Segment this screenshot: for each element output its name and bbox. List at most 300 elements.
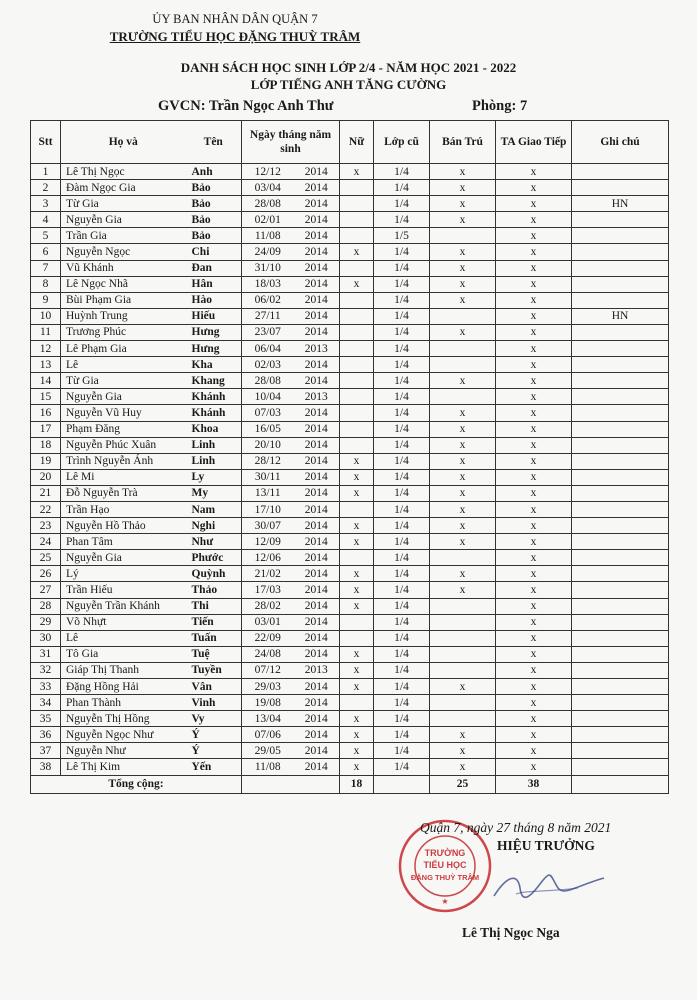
- row-nam: 2014: [294, 180, 340, 196]
- row-ngay: 12/06: [242, 550, 294, 566]
- row-ten: Bảo: [186, 228, 242, 244]
- row-ten: Hân: [186, 276, 242, 292]
- row-ngay: 13/11: [242, 485, 294, 501]
- row-ho: Nguyễn Như: [61, 743, 186, 759]
- table-row: [31, 711, 669, 727]
- row-ho: Nguyễn Phúc Xuân: [61, 437, 186, 453]
- row-lop-cu: 1/4: [374, 389, 430, 405]
- row-ban-tru: x: [430, 469, 496, 485]
- row-stt: 19: [31, 453, 61, 469]
- row-ta: x: [496, 276, 572, 292]
- row-ngay: 06/02: [242, 292, 294, 308]
- row-ten: Hưng: [186, 324, 242, 340]
- row-ten: My: [186, 485, 242, 501]
- row-ban-tru: [430, 357, 496, 373]
- row-ta: x: [496, 324, 572, 340]
- row-nu: [340, 437, 374, 453]
- row-nam: 2014: [294, 711, 340, 727]
- col-nu: Nữ: [340, 121, 374, 164]
- row-nam: 2014: [294, 405, 340, 421]
- row-ten: Bảo: [186, 212, 242, 228]
- row-ghi-chu: [572, 662, 669, 678]
- table-row: [31, 260, 669, 276]
- row-lop-cu: 1/4: [374, 324, 430, 340]
- row-ho: Trương Phúc: [61, 324, 186, 340]
- row-nam: 2014: [294, 196, 340, 212]
- row-nam: 2014: [294, 550, 340, 566]
- row-ngay: 17/10: [242, 501, 294, 517]
- row-stt: 15: [31, 389, 61, 405]
- row-ghi-chu: [572, 341, 669, 357]
- row-nu: x: [340, 453, 374, 469]
- signature-name: Lê Thị Ngọc Nga: [462, 925, 560, 940]
- row-ngay: 28/12: [242, 453, 294, 469]
- signature-place-date: Quận 7, ngày 27 tháng 8 năm 2021: [420, 820, 612, 835]
- row-stt: 3: [31, 196, 61, 212]
- row-nu: [340, 212, 374, 228]
- row-nu: [340, 373, 374, 389]
- row-nam: 2014: [294, 582, 340, 598]
- row-stt: 35: [31, 711, 61, 727]
- row-lop-cu: 1/4: [374, 743, 430, 759]
- row-ghi-chu: [572, 614, 669, 630]
- row-stt: 18: [31, 437, 61, 453]
- row-ban-tru: x: [430, 180, 496, 196]
- row-ghi-chu: [572, 164, 669, 180]
- document-subtitle: LỚP TIẾNG ANH TĂNG CƯỜNG: [250, 77, 447, 92]
- row-ghi-chu: [572, 453, 669, 469]
- row-ho: Nguyễn Vũ Huy: [61, 405, 186, 421]
- row-ban-tru: x: [430, 373, 496, 389]
- row-ten: Ý: [186, 727, 242, 743]
- row-nam: 2014: [294, 534, 340, 550]
- row-nu: x: [340, 534, 374, 550]
- row-stt: 23: [31, 518, 61, 534]
- row-lop-cu: 1/4: [374, 244, 430, 260]
- row-nu: [340, 695, 374, 711]
- row-ngay: 12/12: [242, 164, 294, 180]
- row-ngay: 13/04: [242, 711, 294, 727]
- row-ban-tru: x: [430, 534, 496, 550]
- row-ghi-chu: [572, 228, 669, 244]
- row-nu: x: [340, 164, 374, 180]
- table-row: [31, 341, 669, 357]
- row-ghi-chu: [572, 292, 669, 308]
- row-nu: [340, 292, 374, 308]
- row-ban-tru: x: [430, 212, 496, 228]
- row-nam: 2014: [294, 292, 340, 308]
- row-stt: 20: [31, 469, 61, 485]
- row-ban-tru: x: [430, 743, 496, 759]
- row-ho: Lê Thị Ngọc: [61, 164, 186, 180]
- row-ho: Trần Gia: [61, 228, 186, 244]
- row-nam: 2014: [294, 646, 340, 662]
- row-ten: Đan: [186, 260, 242, 276]
- row-ban-tru: x: [430, 501, 496, 517]
- row-ta: x: [496, 357, 572, 373]
- row-nam: 2014: [294, 276, 340, 292]
- row-lop-cu: 1/4: [374, 534, 430, 550]
- row-stt: 2: [31, 180, 61, 196]
- row-ta: x: [496, 646, 572, 662]
- row-nam: 2014: [294, 630, 340, 646]
- row-ho: Phạm Đăng: [61, 421, 186, 437]
- row-nu: [340, 614, 374, 630]
- row-ta: x: [496, 212, 572, 228]
- row-ho: Lê Mi: [61, 469, 186, 485]
- row-stt: 13: [31, 357, 61, 373]
- row-nu: x: [340, 598, 374, 614]
- row-ten: Khang: [186, 373, 242, 389]
- row-ghi-chu: [572, 679, 669, 695]
- row-nam: 2014: [294, 453, 340, 469]
- row-ghi-chu: [572, 630, 669, 646]
- row-nam: 2014: [294, 244, 340, 260]
- row-stt: 28: [31, 598, 61, 614]
- row-stt: 36: [31, 727, 61, 743]
- svg-text:TIỂU HỌC: TIỂU HỌC: [423, 860, 467, 870]
- row-ban-tru: [430, 228, 496, 244]
- table-row: [31, 196, 669, 212]
- col-ghi-chu: Ghi chú: [572, 121, 669, 164]
- row-lop-cu: 1/4: [374, 292, 430, 308]
- table-row: [31, 582, 669, 598]
- row-nam: 2014: [294, 373, 340, 389]
- row-ban-tru: x: [430, 292, 496, 308]
- row-ta: x: [496, 405, 572, 421]
- row-lop-cu: 1/4: [374, 373, 430, 389]
- row-ngay: 03/04: [242, 180, 294, 196]
- row-ghi-chu: [572, 485, 669, 501]
- row-ta: x: [496, 630, 572, 646]
- table-header-row: [31, 121, 669, 164]
- row-stt: 14: [31, 373, 61, 389]
- table-row: [31, 695, 669, 711]
- row-ten: Anh: [186, 164, 242, 180]
- row-lop-cu: 1/5: [374, 228, 430, 244]
- row-ten: Yến: [186, 759, 242, 775]
- table-row: [31, 662, 669, 678]
- row-ten: Như: [186, 534, 242, 550]
- table-row: [31, 743, 669, 759]
- row-ho: Trần Hạo: [61, 501, 186, 517]
- row-ghi-chu: [572, 276, 669, 292]
- row-ghi-chu: [572, 550, 669, 566]
- row-nu: [340, 308, 374, 324]
- totals-label: Tổng cộng:: [31, 775, 242, 793]
- row-stt: 31: [31, 646, 61, 662]
- table-row: [31, 389, 669, 405]
- row-ghi-chu: [572, 646, 669, 662]
- row-ngay: 30/11: [242, 469, 294, 485]
- row-ten: Chi: [186, 244, 242, 260]
- row-ghi-chu: [572, 357, 669, 373]
- table-row: [31, 276, 669, 292]
- row-nam: 2013: [294, 389, 340, 405]
- row-ngay: 11/08: [242, 228, 294, 244]
- row-ten: Tiến: [186, 614, 242, 630]
- row-ho: Nguyễn Trần Khánh: [61, 598, 186, 614]
- row-ten: Tuyền: [186, 662, 242, 678]
- row-ho: Lê: [61, 630, 186, 646]
- row-ho: Đàm Ngọc Gia: [61, 180, 186, 196]
- row-ten: Quỳnh: [186, 566, 242, 582]
- row-ten: Thảo: [186, 582, 242, 598]
- row-ban-tru: x: [430, 759, 496, 775]
- table-row: [31, 727, 669, 743]
- row-stt: 4: [31, 212, 61, 228]
- totals-empty: [294, 775, 340, 793]
- row-ta: x: [496, 292, 572, 308]
- row-ban-tru: x: [430, 421, 496, 437]
- row-lop-cu: 1/4: [374, 566, 430, 582]
- row-ho: Lý: [61, 566, 186, 582]
- row-ten: Tuấn: [186, 630, 242, 646]
- row-ghi-chu: [572, 421, 669, 437]
- row-ghi-chu: [572, 324, 669, 340]
- row-ghi-chu: [572, 598, 669, 614]
- row-ngay: 23/07: [242, 324, 294, 340]
- row-ta: x: [496, 598, 572, 614]
- table-row: [31, 308, 669, 324]
- table-row: [31, 630, 669, 646]
- table-row: [31, 228, 669, 244]
- row-lop-cu: 1/4: [374, 662, 430, 678]
- row-ten: Kha: [186, 357, 242, 373]
- row-ta: x: [496, 308, 572, 324]
- row-ten: Ý: [186, 743, 242, 759]
- row-ten: Hiếu: [186, 308, 242, 324]
- row-ho: Phan Tâm: [61, 534, 186, 550]
- row-lop-cu: 1/4: [374, 550, 430, 566]
- row-stt: 21: [31, 485, 61, 501]
- row-nam: 2014: [294, 598, 340, 614]
- row-nam: 2014: [294, 324, 340, 340]
- row-nam: 2014: [294, 566, 340, 582]
- row-ten: Nam: [186, 501, 242, 517]
- row-stt: 26: [31, 566, 61, 582]
- row-ban-tru: [430, 598, 496, 614]
- row-nam: 2014: [294, 743, 340, 759]
- row-lop-cu: 1/4: [374, 260, 430, 276]
- row-ten: Linh: [186, 437, 242, 453]
- totals-row: [31, 775, 669, 793]
- row-stt: 37: [31, 743, 61, 759]
- row-ngay: 28/08: [242, 373, 294, 389]
- row-lop-cu: 1/4: [374, 711, 430, 727]
- row-ten: Phước: [186, 550, 242, 566]
- row-stt: 12: [31, 341, 61, 357]
- row-stt: 24: [31, 534, 61, 550]
- row-ta: x: [496, 759, 572, 775]
- row-ho: Đỗ Nguyễn Trà: [61, 485, 186, 501]
- row-stt: 27: [31, 582, 61, 598]
- row-ho: Từ Gia: [61, 373, 186, 389]
- col-stt: Stt: [31, 121, 61, 164]
- row-ngay: 16/05: [242, 421, 294, 437]
- row-ta: x: [496, 679, 572, 695]
- row-ten: Thi: [186, 598, 242, 614]
- row-ten: Khánh: [186, 405, 242, 421]
- row-nam: 2014: [294, 485, 340, 501]
- row-ban-tru: [430, 308, 496, 324]
- row-nu: x: [340, 679, 374, 695]
- row-ban-tru: x: [430, 582, 496, 598]
- row-stt: 34: [31, 695, 61, 711]
- row-ghi-chu: [572, 711, 669, 727]
- row-ngay: 21/02: [242, 566, 294, 582]
- row-ta: x: [496, 228, 572, 244]
- table-row: [31, 164, 669, 180]
- row-stt: 25: [31, 550, 61, 566]
- row-ghi-chu: [572, 534, 669, 550]
- row-nam: 2014: [294, 518, 340, 534]
- row-nu: [340, 180, 374, 196]
- row-nu: x: [340, 711, 374, 727]
- row-ghi-chu: [572, 759, 669, 775]
- row-lop-cu: 1/4: [374, 308, 430, 324]
- row-ho: Nguyễn Ngọc: [61, 244, 186, 260]
- row-ho: Lê Ngọc Nhã: [61, 276, 186, 292]
- row-ho: Bùi Phạm Gia: [61, 292, 186, 308]
- row-ta: x: [496, 550, 572, 566]
- row-ten: Nghi: [186, 518, 242, 534]
- row-ban-tru: x: [430, 276, 496, 292]
- row-ban-tru: x: [430, 679, 496, 695]
- row-ta: x: [496, 260, 572, 276]
- row-ghi-chu: [572, 518, 669, 534]
- table-row: [31, 421, 669, 437]
- svg-text:ĐẶNG THUỲ TRÂM: ĐẶNG THUỲ TRÂM: [410, 873, 480, 882]
- row-nam: 2014: [294, 727, 340, 743]
- row-ho: Võ Nhựt: [61, 614, 186, 630]
- row-lop-cu: 1/4: [374, 164, 430, 180]
- svg-text:★: ★: [441, 897, 449, 906]
- row-ghi-chu: [572, 244, 669, 260]
- row-ta: x: [496, 453, 572, 469]
- row-lop-cu: 1/4: [374, 695, 430, 711]
- homeroom-teacher: GVCN: Trần Ngọc Anh Thư: [158, 98, 334, 114]
- row-ban-tru: x: [430, 437, 496, 453]
- row-nam: 2013: [294, 662, 340, 678]
- table-row: [31, 405, 669, 421]
- row-ho: Nguyễn Gia: [61, 212, 186, 228]
- row-stt: 22: [31, 501, 61, 517]
- row-ta: x: [496, 501, 572, 517]
- row-nam: 2014: [294, 469, 340, 485]
- row-ngay: 06/04: [242, 341, 294, 357]
- row-ta: x: [496, 711, 572, 727]
- row-stt: 7: [31, 260, 61, 276]
- row-ban-tru: [430, 389, 496, 405]
- totals-empty: [242, 775, 294, 793]
- row-ho: Giáp Thị Thanh: [61, 662, 186, 678]
- row-nam: 2014: [294, 437, 340, 453]
- row-ngay: 07/06: [242, 727, 294, 743]
- row-ngay: 11/08: [242, 759, 294, 775]
- row-ghi-chu: [572, 469, 669, 485]
- row-ban-tru: [430, 614, 496, 630]
- row-nu: x: [340, 743, 374, 759]
- row-ban-tru: [430, 646, 496, 662]
- row-ta: x: [496, 389, 572, 405]
- totals-nu: 18: [340, 775, 374, 793]
- row-stt: 1: [31, 164, 61, 180]
- col-lop-cu: Lớp cũ: [374, 121, 430, 164]
- row-ngay: 28/08: [242, 196, 294, 212]
- row-lop-cu: 1/4: [374, 646, 430, 662]
- row-nu: [340, 196, 374, 212]
- row-ban-tru: x: [430, 485, 496, 501]
- row-stt: 10: [31, 308, 61, 324]
- row-nu: x: [340, 244, 374, 260]
- row-lop-cu: 1/4: [374, 727, 430, 743]
- row-ta: x: [496, 196, 572, 212]
- row-nu: x: [340, 518, 374, 534]
- row-nu: x: [340, 662, 374, 678]
- row-ngay: 28/02: [242, 598, 294, 614]
- row-stt: 8: [31, 276, 61, 292]
- table-row: [31, 453, 669, 469]
- row-ghi-chu: [572, 727, 669, 743]
- row-stt: 17: [31, 421, 61, 437]
- row-ban-tru: [430, 341, 496, 357]
- row-ho: Trần Hiếu: [61, 582, 186, 598]
- row-ngay: 07/12: [242, 662, 294, 678]
- row-ho: Nguyễn Ngọc Như: [61, 727, 186, 743]
- row-lop-cu: 1/4: [374, 630, 430, 646]
- row-ghi-chu: [572, 373, 669, 389]
- row-ten: Khoa: [186, 421, 242, 437]
- row-nam: 2014: [294, 212, 340, 228]
- row-nu: [340, 357, 374, 373]
- row-lop-cu: 1/4: [374, 341, 430, 357]
- row-ten: Vinh: [186, 695, 242, 711]
- row-nam: 2014: [294, 695, 340, 711]
- row-lop-cu: 1/4: [374, 437, 430, 453]
- row-ghi-chu: [572, 566, 669, 582]
- row-nu: [340, 550, 374, 566]
- row-nu: x: [340, 566, 374, 582]
- row-lop-cu: 1/4: [374, 421, 430, 437]
- table-row: [31, 534, 669, 550]
- row-ngay: 27/11: [242, 308, 294, 324]
- row-ngay: 02/01: [242, 212, 294, 228]
- row-lop-cu: 1/4: [374, 582, 430, 598]
- table-row: [31, 759, 669, 775]
- row-ban-tru: [430, 630, 496, 646]
- row-ban-tru: x: [430, 405, 496, 421]
- row-nu: x: [340, 469, 374, 485]
- row-ten: Vân: [186, 679, 242, 695]
- row-ban-tru: x: [430, 518, 496, 534]
- row-stt: 16: [31, 405, 61, 421]
- student-table: [30, 120, 669, 794]
- row-ten: Hào: [186, 292, 242, 308]
- row-nam: 2014: [294, 164, 340, 180]
- row-nu: [340, 501, 374, 517]
- row-stt: 33: [31, 679, 61, 695]
- row-lop-cu: 1/4: [374, 405, 430, 421]
- row-nu: [340, 405, 374, 421]
- row-ta: x: [496, 743, 572, 759]
- row-ho: Nguyễn Hồ Thảo: [61, 518, 186, 534]
- row-lop-cu: 1/4: [374, 614, 430, 630]
- school-name: TRƯỜNG TIỂU HỌC ĐẶNG THUỲ TRÂM: [109, 29, 361, 44]
- row-nu: [340, 421, 374, 437]
- row-stt: 11: [31, 324, 61, 340]
- document-title: DANH SÁCH HỌC SINH LỚP 2/4 - NĂM HỌC 2021 - 2022: [180, 60, 517, 75]
